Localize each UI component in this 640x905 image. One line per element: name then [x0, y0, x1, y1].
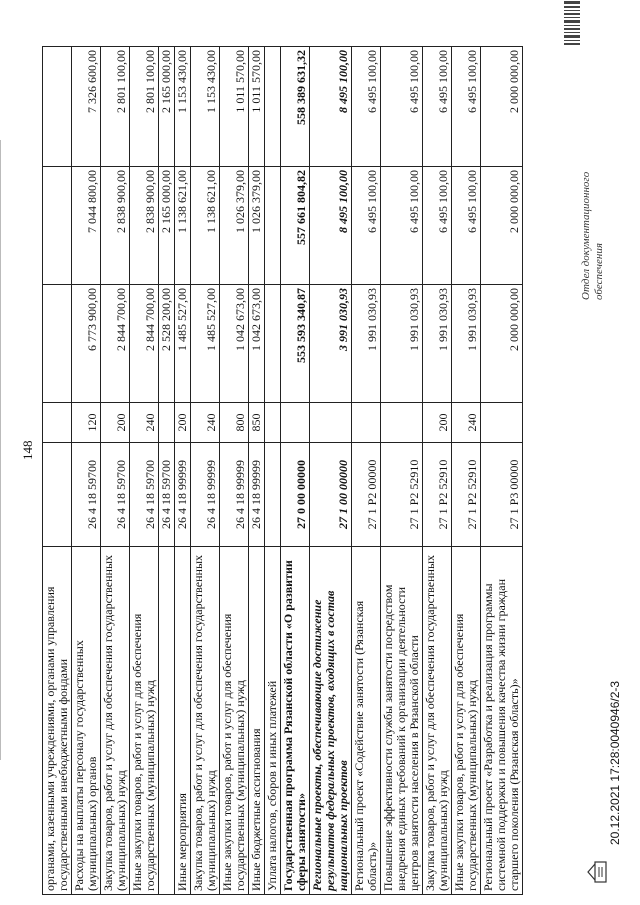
row-amount-1: 1 042 673,00 — [220, 285, 249, 403]
row-amount-3: 7 326 600,00 — [72, 47, 101, 167]
row-name: Иные бюджетные ассигнования — [249, 547, 265, 895]
table-row — [43, 47, 72, 895]
row-name: органами, казенными учреждениями, органами управления государственными внебюджетными фондами — [43, 547, 72, 895]
row-amount-1: 1 991 030,93 — [352, 285, 381, 403]
row-name: Иные мероприятия — [175, 547, 191, 895]
row-amount-3 — [43, 47, 72, 167]
table-row — [175, 47, 191, 895]
budget-table-body — [43, 47, 523, 895]
row-amount-1: 1 991 030,93 — [423, 285, 452, 403]
row-amount-1: 6 773 900,00 — [72, 285, 101, 403]
row-amount-2 — [43, 167, 72, 285]
row-amount-1: 2 528 200,00 — [159, 285, 175, 403]
row-name: Региональный проект «Разработка и реализация программы системной поддержки и повышения качества жизни граждан старшего поколения (Рязанская область)» — [481, 547, 523, 895]
row-name: Иные закупки товаров, работ и услуг для обеспечения государственных (муниципальных) нужд — [130, 547, 159, 895]
row-amount-2: 6 495 100,00 — [452, 167, 481, 285]
row-amount-1: 2 000 000,00 — [481, 285, 523, 403]
document-stamp-icon — [586, 859, 608, 885]
table-row — [101, 47, 130, 895]
table-row — [130, 47, 159, 895]
barcode-icon — [564, 0, 580, 45]
row-amount-2: 1 138 621,00 — [175, 167, 191, 285]
table-row — [481, 47, 523, 895]
row-amount-3: 8 495 100,00 — [310, 47, 352, 167]
table-row — [159, 47, 175, 895]
table-row — [72, 47, 101, 895]
row-amount-1: 1 991 030,93 — [452, 285, 481, 403]
row-expense-type — [310, 403, 352, 443]
row-amount-2: 6 495 100,00 — [352, 167, 381, 285]
row-name: Уплата налогов, сборов и иных платежей — [265, 547, 281, 895]
row-amount-3: 1 153 430,00 — [175, 47, 191, 167]
row-expense-type: 240 — [191, 403, 220, 443]
row-amount-3: 6 495 100,00 — [352, 47, 381, 167]
row-code: 26 4 18 59700 — [101, 443, 130, 547]
department-stamp — [580, 172, 606, 300]
row-amount-1: 1 991 030,93 — [381, 285, 423, 403]
table-row — [249, 47, 265, 895]
row-code: 26 4 18 59700 — [159, 443, 175, 547]
row-code: 27 1 00 00000 — [310, 443, 352, 547]
row-name: Государственная программа Рязанской области «О развитии сферы занятости» — [281, 547, 310, 895]
budget-table — [42, 46, 523, 895]
row-amount-1: 1 042 673,00 — [249, 285, 265, 403]
table-row — [352, 47, 381, 895]
row-expense-type — [265, 403, 281, 443]
row-code: 27 1 P2 00000 — [352, 443, 381, 547]
row-amount-2: 8 495 100,00 — [310, 167, 352, 285]
row-code: 27 1 P2 52910 — [423, 443, 452, 547]
row-amount-3: 6 495 100,00 — [452, 47, 481, 167]
row-code: 27 0 00 00000 — [281, 443, 310, 547]
row-amount-3: 2 801 100,00 — [101, 47, 130, 167]
row-amount-3 — [265, 47, 281, 167]
print-timestamp: 20.12.2021 17:28:00 — [608, 734, 622, 845]
table-row — [220, 47, 249, 895]
row-name: Закупка товаров, работ и услуг для обеспечения государственных (муниципальных) нужд — [191, 547, 220, 895]
row-amount-2: 1 026 379,00 — [249, 167, 265, 285]
row-expense-type — [43, 403, 72, 443]
department-line-1: Отдел документационного — [580, 171, 592, 300]
row-expense-type: 200 — [423, 403, 452, 443]
row-code: 26 4 18 99999 — [191, 443, 220, 547]
row-amount-3: 2 801 100,00 — [130, 47, 159, 167]
table-row — [191, 47, 220, 895]
table-row — [310, 47, 352, 895]
row-amount-1 — [265, 285, 281, 403]
row-amount-3: 1 011 570,00 — [249, 47, 265, 167]
row-expense-type: 120 — [72, 403, 101, 443]
row-name: Региональный проект «Содействие занятости (Рязанская область)» — [352, 547, 381, 895]
row-amount-2 — [265, 167, 281, 285]
row-expense-type: 200 — [175, 403, 191, 443]
scan-edge-left — [0, 140, 1, 760]
row-expense-type: 800 — [220, 403, 249, 443]
document-number: 40946/2-3 — [608, 680, 622, 735]
row-amount-1: 1 485 527,00 — [175, 285, 191, 403]
row-amount-3: 558 389 631,32 — [281, 47, 310, 167]
row-code: 26 4 18 99999 — [175, 443, 191, 547]
page-footer — [560, 25, 630, 885]
row-amount-3: 6 495 100,00 — [381, 47, 423, 167]
row-code: 27 1 P2 52910 — [452, 443, 481, 547]
table-row — [452, 47, 481, 895]
row-amount-1 — [43, 285, 72, 403]
row-expense-type — [381, 403, 423, 443]
row-code — [43, 443, 72, 547]
row-expense-type — [352, 403, 381, 443]
row-amount-2: 6 495 100,00 — [381, 167, 423, 285]
row-amount-3: 1 153 430,00 — [191, 47, 220, 167]
row-amount-2: 2 838 900,00 — [130, 167, 159, 285]
row-amount-1: 2 844 700,00 — [130, 285, 159, 403]
row-amount-2: 7 044 800,00 — [72, 167, 101, 285]
row-amount-2: 6 495 100,00 — [423, 167, 452, 285]
row-expense-type — [159, 403, 175, 443]
table-row — [281, 47, 310, 895]
row-code: 26 4 18 99999 — [249, 443, 265, 547]
row-amount-1: 553 593 340,87 — [281, 285, 310, 403]
table-row — [381, 47, 423, 895]
row-name: Иные закупки товаров, работ и услуг для обеспечения государственных (муниципальных) нужд — [452, 547, 481, 895]
row-amount-2: 2 165 000,00 — [159, 167, 175, 285]
table-row — [265, 47, 281, 895]
row-amount-2: 1 026 379,00 — [220, 167, 249, 285]
row-expense-type — [281, 403, 310, 443]
row-code: 27 1 P3 00000 — [481, 443, 523, 547]
row-name — [159, 547, 175, 895]
row-amount-3: 6 495 100,00 — [423, 47, 452, 167]
row-amount-1: 1 485 527,00 — [191, 285, 220, 403]
table-row — [423, 47, 452, 895]
row-code: 27 1 P2 52910 — [381, 443, 423, 547]
page-number: 148 — [20, 440, 35, 460]
department-line-2: обеспечения — [593, 243, 605, 300]
row-amount-2: 2 000 000,00 — [481, 167, 523, 285]
row-name: Расходы на выплаты персоналу государственных (муниципальных) органов — [72, 547, 101, 895]
row-code: 26 4 18 59700 — [72, 443, 101, 547]
row-name: Повышение эффективности службы занятости посредством внедрения единых требований к организации деятельности центров занятости населения в Рязанской области — [381, 547, 423, 895]
row-amount-2: 2 838 900,00 — [101, 167, 130, 285]
row-name: Региональные проекты, обеспечивающие достижение результатов федеральных проектов, входящих в состав национальных проектов — [310, 547, 352, 895]
row-expense-type: 240 — [452, 403, 481, 443]
row-name: Иные закупки товаров, работ и услуг для обеспечения государственных (муниципальных) нужд — [220, 547, 249, 895]
row-name: Закупка товаров, работ и услуг для обеспечения государственных (муниципальных) нужд — [101, 547, 130, 895]
row-expense-type — [481, 403, 523, 443]
row-expense-type: 200 — [101, 403, 130, 443]
row-amount-2: 1 138 621,00 — [191, 167, 220, 285]
row-amount-3: 2 000 000,00 — [481, 47, 523, 167]
row-code: 26 4 18 59700 — [130, 443, 159, 547]
row-expense-type: 240 — [130, 403, 159, 443]
row-expense-type: 850 — [249, 403, 265, 443]
row-amount-1: 2 844 700,00 — [101, 285, 130, 403]
row-amount-3: 1 011 570,00 — [220, 47, 249, 167]
row-amount-1: 3 991 030,93 — [310, 285, 352, 403]
row-name: Закупка товаров, работ и услуг для обеспечения государственных (муниципальных) нужд — [423, 547, 452, 895]
row-code — [265, 443, 281, 547]
row-amount-2: 557 661 804,82 — [281, 167, 310, 285]
row-amount-3: 2 165 000,00 — [159, 47, 175, 167]
row-code: 26 4 18 99999 — [220, 443, 249, 547]
